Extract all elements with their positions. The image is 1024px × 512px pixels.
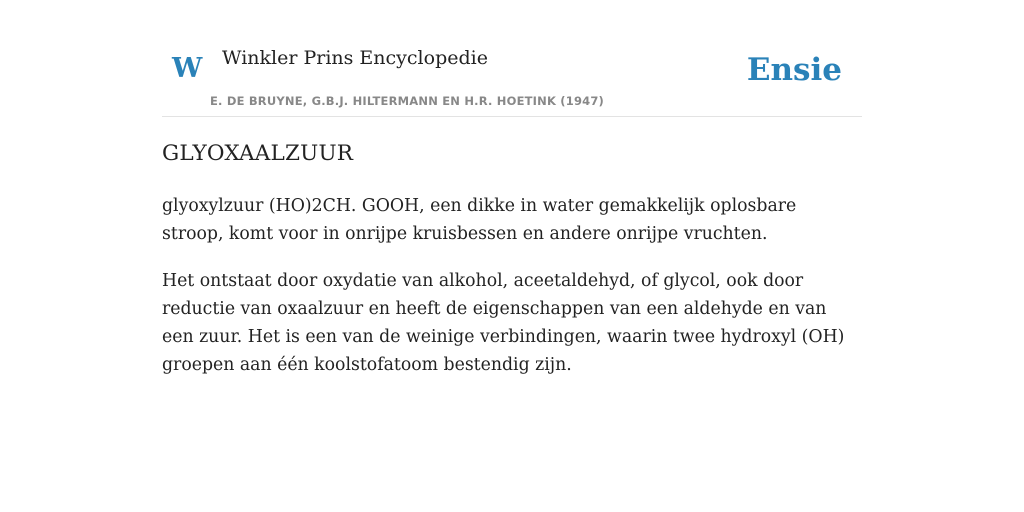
article-paragraph: glyoxylzuur (HO)2CH. GOOH, een dikke in water gemakkelijk oplosbare stroop, komt voor in onrijpe kruisbessen en andere onrijpe vruchten.: [162, 196, 797, 244]
header: [162, 0, 862, 117]
encyclopedia-logo-icon[interactable]: W: [172, 53, 203, 84]
article: [162, 138, 862, 379]
encyclopedia-title: Winkler Prins Encyclopedie: [222, 47, 488, 69]
article-title: GLYOXAALZUUR: [162, 141, 354, 166]
ensie-logo-link[interactable]: Ensie: [746, 52, 842, 88]
encyclopedia-authors: E. DE BRUYNE, G.B.J. HILTERMANN EN H.R. HOETINK (1947): [210, 94, 605, 108]
article-paragraph: Het ontstaat door oxydatie van alkohol, aceetaldehyd, of glycol, ook door reductie van oxaalzuur en heeft de eigenschappen van een aldehyde en van een zuur. Het is een van de weinige verbindingen, waarin twee hydroxyl (OH) groepen aan één koolstofatoom bestendig zijn.: [162, 271, 845, 375]
